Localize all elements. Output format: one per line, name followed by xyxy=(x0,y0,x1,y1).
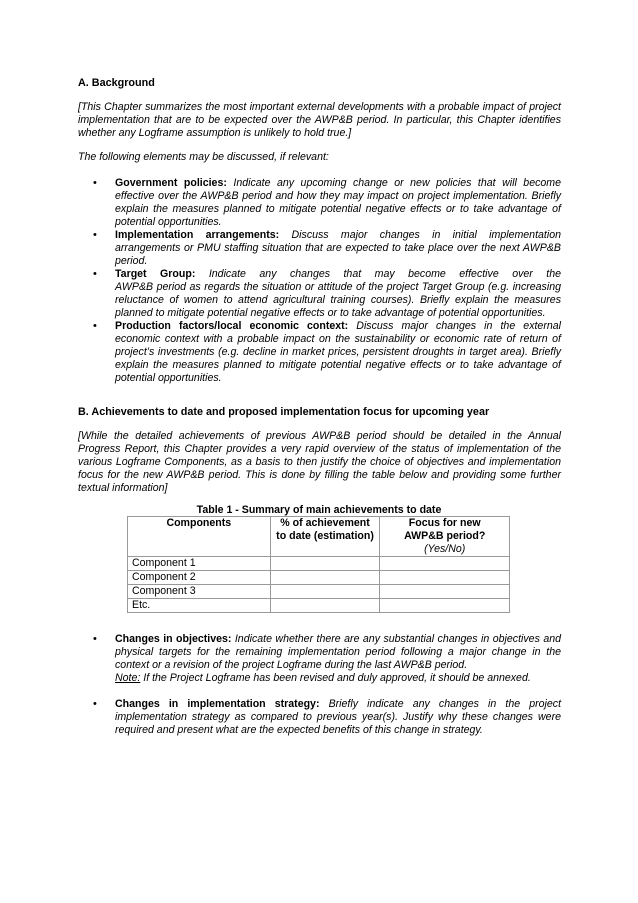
table-row xyxy=(128,599,510,613)
focus-cell[interactable] xyxy=(380,599,510,613)
section-a-bullet-list xyxy=(78,177,561,385)
table-row xyxy=(128,557,510,571)
achievement-cell[interactable] xyxy=(270,599,380,613)
achievement-cell[interactable] xyxy=(270,585,380,599)
bullet-dot-icon: • xyxy=(93,320,97,332)
achievements-table xyxy=(127,516,510,613)
component-cell: Component 2 xyxy=(128,571,271,585)
focus-cell[interactable] xyxy=(380,571,510,585)
bullet-changes-in-objectives: • Changes in objectives: Indicate whether there are any substantial changes in objectives and physical targets for the remaining implementation period following a major change in the context or a revision of the project Logframe during the last AWP&B period. Note: If the Project Logframe has been revised and duly approved, it should be annexed. xyxy=(93,633,561,684)
bullet-dot-icon: • xyxy=(93,229,97,241)
component-cell: Etc. xyxy=(128,599,271,613)
bullet-dot-icon: • xyxy=(93,698,97,710)
bullet-dot-icon: • xyxy=(93,268,97,280)
component-cell: Component 3 xyxy=(128,585,271,599)
achievement-cell[interactable] xyxy=(270,557,380,571)
header-focus: Focus for new AWP&B period? (Yes/No) xyxy=(380,517,510,557)
section-a-heading: A. Background xyxy=(78,77,155,89)
section-b-bullet-list xyxy=(78,633,561,737)
section-b-intro: [While the detailed achievements of previous AWP&B period should be detailed in the Annual Progress Report, this Chapter provides a very rapid overview of the status of implementation of the various Logframe Components, as a basis to then justify the choice of objectives and implementation focus for the new AWP&B period. This is done by filling the table below and providing some further textual information] xyxy=(78,430,561,494)
table-caption: Table 1 - Summary of main achievements to date xyxy=(196,504,442,516)
achievement-cell[interactable] xyxy=(270,571,380,585)
bullet-target-group: • Target Group: Indicate any changes that may become effective over the AWP&B period as regards the situation or attitude of the project Target Group (e.g. increasing reluctance of women to attend agricultural training courses). Briefly explain the measures planned to mitigate potential negative effects or to take advantage of potential opportunities. xyxy=(93,268,561,319)
section-a-intro: [This Chapter summarizes the most important external developments with a probable impact of project implementation that are to be expected over the AWP&B period. In particular, this Chapter identifies whether any Logframe assumption is unlikely to hold true.] xyxy=(78,101,561,139)
bullet-dot-icon: • xyxy=(93,177,97,189)
bullet-government-policies: • Government policies: Indicate any upcoming change or new policies that will become effective over the AWP&B period and how they may impact on project implementation. Briefly explain the measures planned to mitigate potential negative effects or to take advantage of potential opportunities. xyxy=(93,177,561,228)
section-b-heading: B. Achievements to date and proposed implementation focus for upcoming year xyxy=(78,406,490,418)
bullet-production-factors: • Production factors/local economic context: Discuss major changes in the external economic context with a probable impact on the sustainability or economic rate of return of project’s investments (e.g. decline in market prices, persistent droughts in target area). Briefly explain the measures planned to mitigate potential negative effects or to take advantage of potential opportunities. xyxy=(93,320,561,384)
section-a-lead: The following elements may be discussed, if relevant: xyxy=(78,151,329,163)
header-achievement: % of achievement to date (estimation) xyxy=(270,517,380,557)
focus-cell[interactable] xyxy=(380,585,510,599)
table-header-row xyxy=(128,517,510,557)
header-components: Components xyxy=(128,517,271,557)
focus-cell[interactable] xyxy=(380,557,510,571)
component-cell: Component 1 xyxy=(128,557,271,571)
bullet-changes-in-strategy: • Changes in implementation strategy: Briefly indicate any changes in the project implementation strategy as compared to previous year(s). Justify why these changes were required and present what are the expected benefits of this change in strategy. xyxy=(93,698,562,736)
bullet-dot-icon: • xyxy=(93,633,97,645)
table-row xyxy=(128,585,510,599)
table-row xyxy=(128,571,510,585)
bullet-implementation-arrangements: • Implementation arrangements: Discuss major changes in initial implementation arrangements or PMU staffing situation that are expected to take place over the next AWP&B period. xyxy=(93,229,561,267)
